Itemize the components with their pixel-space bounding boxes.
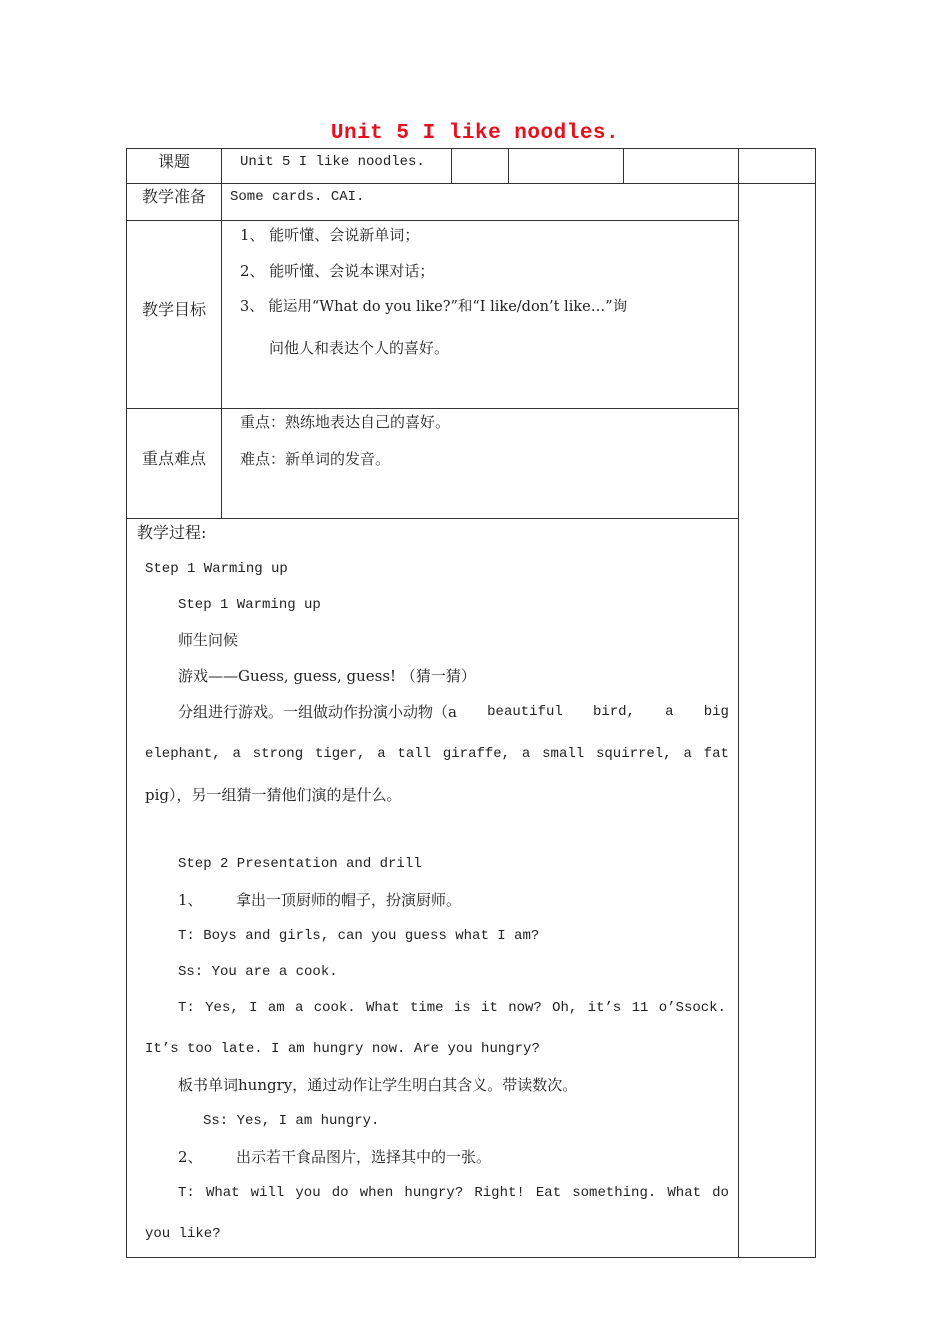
goal-item-3: 3、 能运用“What do you like?”和“I like/don’t like…”询 (240, 299, 628, 315)
topic-label: 课题 (157, 152, 190, 171)
game-line: 游戏——Guess, guess, guess! （猜一猜） (178, 667, 476, 685)
goal-item-2: 2、 能听懂、会说本课对话； (240, 262, 435, 280)
greeting-line: 师生问候 (178, 631, 239, 649)
keypoints-label: 重点难点 (141, 449, 206, 468)
step2-heading: Step 2 Presentation and drill (178, 856, 422, 872)
step2-item2-text: 出示若干食品图片，选择其中的一张。 (236, 1148, 492, 1166)
topic-value: Unit 5 I like noodles. (240, 154, 425, 170)
activity-paragraph-line-3: pig），另一组猜一猜他们演的是什么。 (145, 786, 402, 804)
step1-heading: Step 1 Warming up (145, 561, 288, 577)
dialog-line-2: Ss: You are a cook. (178, 964, 338, 980)
page-title: Unit 5 I like noodles. (330, 122, 620, 145)
board-note: 板书单词hungry，通过动作让学生明白其含义。带读数次。 (178, 1076, 578, 1094)
keypoint-focus: 重点：熟练地表达自己的喜好。 (240, 413, 451, 431)
step2-item1-text: 拿出一顶厨师的帽子，扮演厨师。 (236, 891, 462, 909)
dialog-line-4: Ss: Yes, I am hungry. (203, 1113, 380, 1129)
activity-paragraph-line-1: 分组进行游戏。一组做动作扮演小动物（a beautiful bird, a big (178, 703, 729, 721)
goal-item-1: 1、 能听懂、会说新单词； (240, 226, 420, 244)
dialog-line-3-cont: It’s too late. I am hungry now. Are you hungry? (145, 1041, 540, 1057)
step2-item1-number: 1、 (178, 891, 203, 909)
dialog-line-1: T: Boys and girls, can you guess what I am? (178, 928, 540, 944)
keypoint-difficulty: 难点：新单词的发音。 (240, 450, 391, 468)
dialog-line-5: T: What will you do when hungry? Right! Eat something. What do (178, 1185, 729, 1201)
step2-item2-number: 2、 (178, 1148, 203, 1166)
goal-item-3-cont: 问他人和表达个人的喜好。 (269, 339, 450, 357)
step1-subheading: Step 1 Warming up (178, 597, 321, 613)
dialog-line-5-cont: you like? (145, 1226, 221, 1242)
activity-paragraph-line-2: elephant, a strong tiger, a tall giraffe, a small squirrel, a fat (145, 746, 729, 762)
process-heading: 教学过程: (137, 523, 207, 542)
prep-label: 教学准备 (141, 187, 206, 206)
prep-value: Some cards. CAI. (230, 189, 365, 205)
dialog-line-3: T: Yes, I am a cook. What time is it now? Oh, it’s 11 o’Ssock. (178, 1000, 726, 1016)
goals-label: 教学目标 (141, 300, 206, 319)
